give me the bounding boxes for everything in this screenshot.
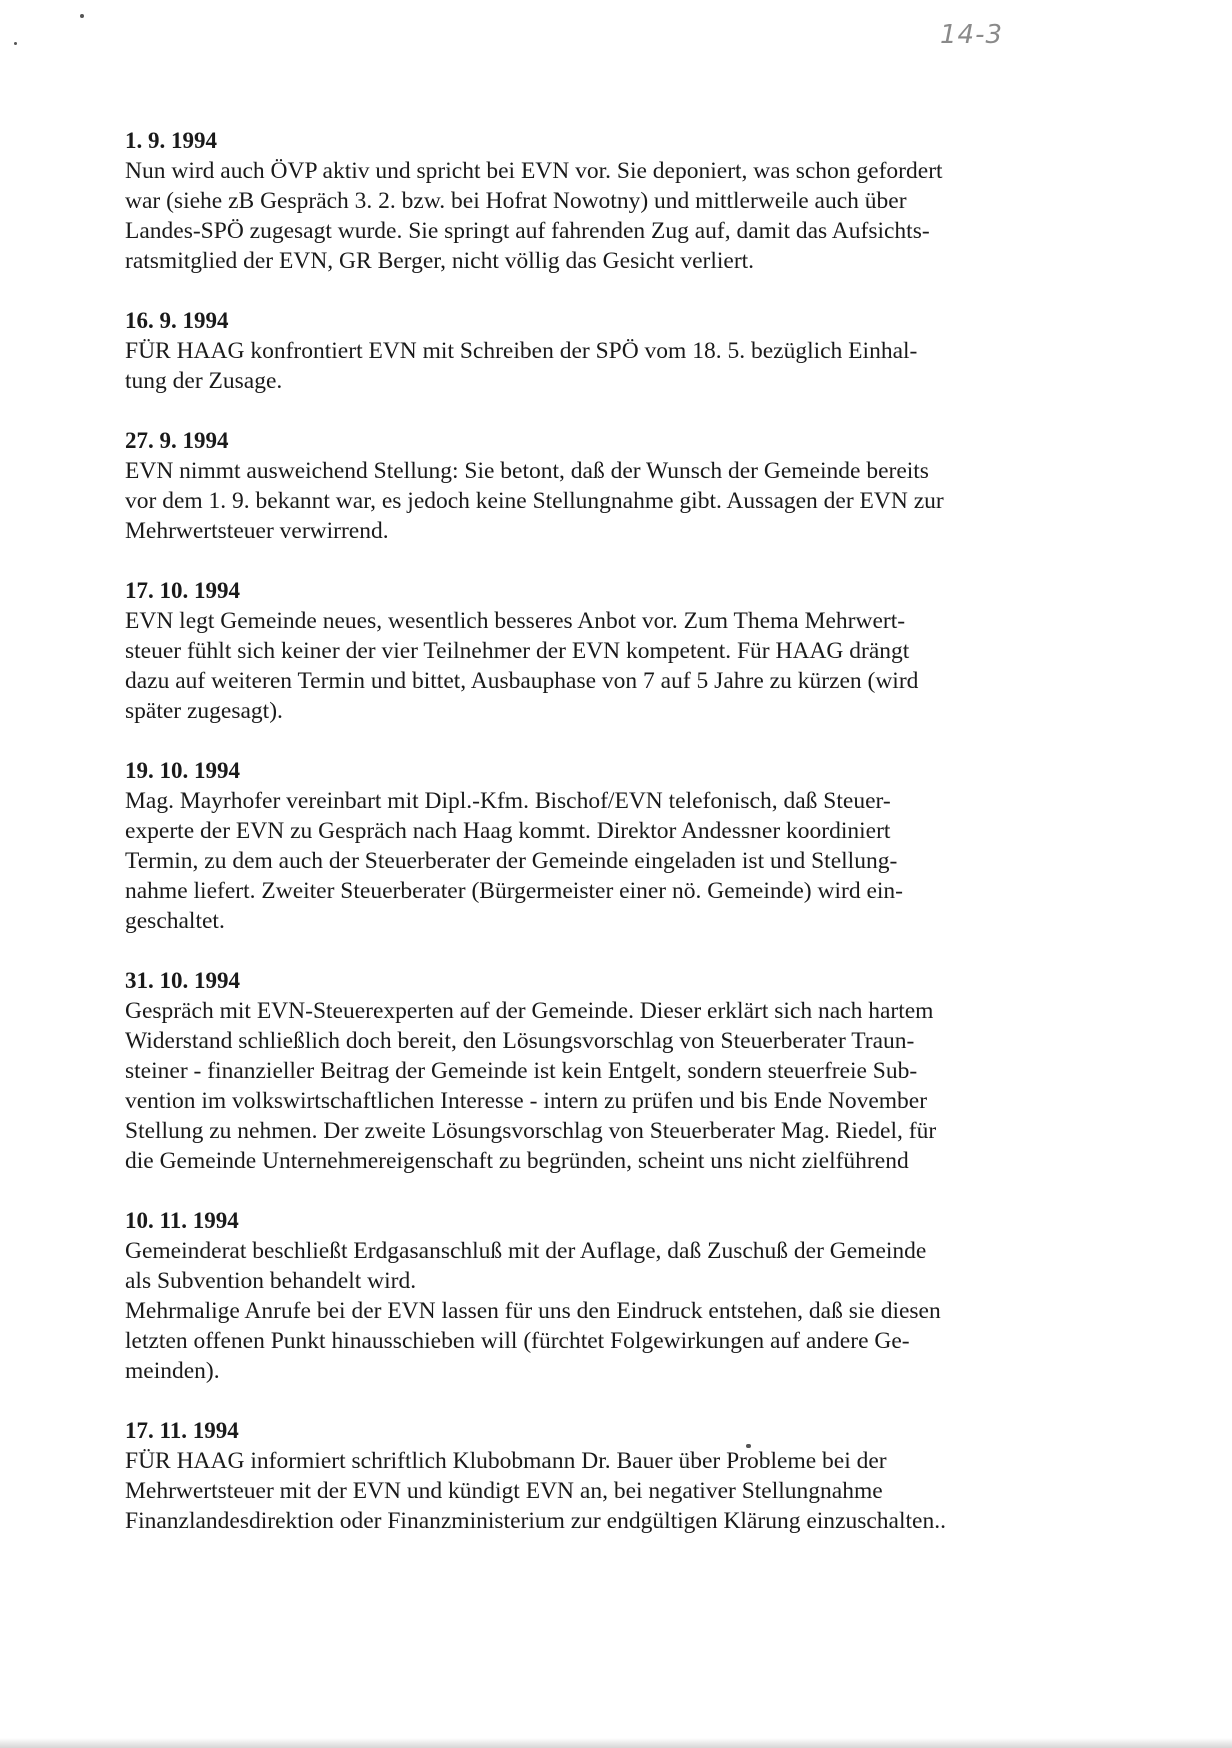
entry-text-line: Stellung zu nehmen. Der zweite Lösungsvorschlag von Steuerberater Mag. Riedel, für xyxy=(125,1118,937,1144)
entry-text-line: war (siehe zB Gespräch 3. 2. bzw. bei Hofrat Nowotny) und mittlerweile auch über xyxy=(125,188,907,214)
entry-text-line: nahme liefert. Zweiter Steuerberater (Bürgermeister einer nö. Gemeinde) wird ein- xyxy=(125,878,903,904)
entry-text-line: als Subvention behandelt wird. xyxy=(125,1268,417,1294)
entry-date: 17. 10. 1994 xyxy=(125,578,240,603)
chronicle-entry xyxy=(125,306,1085,396)
entry-text-line: Gespräch mit EVN-Steuerexperten auf der Gemeinde. Dieser erklärt sich nach hartem xyxy=(125,998,934,1024)
entry-text-line: Landes-SPÖ zugesagt wurde. Sie springt auf fahrenden Zug auf, damit das Aufsichts- xyxy=(125,218,930,244)
entry-text-line: steiner - finanzieller Beitrag der Gemeinde ist kein Entgelt, sondern steuerfreie Sub- xyxy=(125,1058,918,1084)
entry-date: 16. 9. 1994 xyxy=(125,308,229,333)
entry-text-line: FÜR HAAG informiert schriftlich Klubobmann Dr. Bauer über Probleme bei der xyxy=(125,1448,887,1474)
entry-date: 1. 9. 1994 xyxy=(125,128,217,153)
entry-text-line: Finanzlandesdirektion oder Finanzministerium zur endgültigen Klärung einzuschalten.. xyxy=(125,1508,946,1534)
entry-text-line: später zugesagt). xyxy=(125,698,283,724)
chronicle-entry xyxy=(125,756,1085,936)
entry-text-line: EVN nimmt ausweichend Stellung: Sie betont, daß der Wunsch der Gemeinde bereits xyxy=(125,458,929,484)
entry-date: 19. 10. 1994 xyxy=(125,758,240,783)
entry-text-line: vor dem 1. 9. bekannt war, es jedoch keine Stellungnahme gibt. Aussagen der EVN zur xyxy=(125,488,944,514)
entry-text-line: ratsmitglied der EVN, GR Berger, nicht völlig das Gesicht verliert. xyxy=(125,248,755,274)
entry-text-line: experte der EVN zu Gespräch nach Haag kommt. Direktor Andessner koordiniert xyxy=(125,818,891,844)
entry-text-line: Mehrwertsteuer mit der EVN und kündigt EVN an, bei negativer Stellungnahme xyxy=(125,1478,883,1504)
chronicle-entry xyxy=(125,576,1085,726)
entry-date: 17. 11. 1994 xyxy=(125,1418,239,1443)
entry-text-line: tung der Zusage. xyxy=(125,368,283,394)
handwritten-page-number: 14-3 xyxy=(940,20,1004,50)
entry-text-line: meinden). xyxy=(125,1358,220,1384)
entry-text-line: Termin, zu dem auch der Steuerberater der Gemeinde eingeladen ist und Stellung- xyxy=(125,848,898,874)
scan-speck xyxy=(80,14,84,18)
scan-bottom-edge xyxy=(0,1738,1232,1748)
chronicle-entry xyxy=(125,1416,1085,1536)
entry-text-line: FÜR HAAG konfrontiert EVN mit Schreiben der SPÖ vom 18. 5. bezüglich Einhal- xyxy=(125,338,918,364)
entry-text-line: vention im volkswirtschaftlichen Interesse - intern zu prüfen und bis Ende November xyxy=(125,1088,928,1114)
chronicle-entry xyxy=(125,426,1085,546)
entry-text-line: geschaltet. xyxy=(125,908,225,934)
entry-text-line: Gemeinderat beschließt Erdgasanschluß mit der Auflage, daß Zuschuß der Gemeinde xyxy=(125,1238,927,1264)
entry-text-line: dazu auf weiteren Termin und bittet, Ausbauphase von 7 auf 5 Jahre zu kürzen (wird xyxy=(125,668,919,694)
chronicle-entry xyxy=(125,1206,1085,1386)
entry-date: 27. 9. 1994 xyxy=(125,428,229,453)
entry-text-line: die Gemeinde Unternehmereigenschaft zu begründen, scheint uns nicht zielführend xyxy=(125,1148,909,1174)
entry-text-line: Mag. Mayrhofer vereinbart mit Dipl.-Kfm. Bischof/EVN telefonisch, daß Steuer- xyxy=(125,788,891,814)
entry-text-line: Widerstand schließlich doch bereit, den Lösungsvorschlag von Steuerberater Traun- xyxy=(125,1028,915,1054)
scan-speck xyxy=(14,42,17,45)
entry-text-line: letzten offenen Punkt hinausschieben will (fürchtet Folgewirkungen auf andere Ge- xyxy=(125,1328,910,1354)
entry-text-line: Nun wird auch ÖVP aktiv und spricht bei EVN vor. Sie deponiert, was schon gefordert xyxy=(125,158,943,184)
entry-date: 31. 10. 1994 xyxy=(125,968,240,993)
entry-text-line: EVN legt Gemeinde neues, wesentlich besseres Anbot vor. Zum Thema Mehrwert- xyxy=(125,608,906,634)
entry-text-line: Mehrmalige Anrufe bei der EVN lassen für uns den Eindruck entstehen, daß sie diesen xyxy=(125,1298,941,1324)
entry-text-line: steuer fühlt sich keiner der vier Teilnehmer der EVN kompetent. Für HAAG drängt xyxy=(125,638,910,664)
entry-text-line: Mehrwertsteuer verwirrend. xyxy=(125,518,389,544)
chronicle-entry xyxy=(125,966,1085,1176)
chronicle-entry xyxy=(125,126,1085,276)
document-body xyxy=(125,126,1085,1566)
entry-date: 10. 11. 1994 xyxy=(125,1208,239,1233)
